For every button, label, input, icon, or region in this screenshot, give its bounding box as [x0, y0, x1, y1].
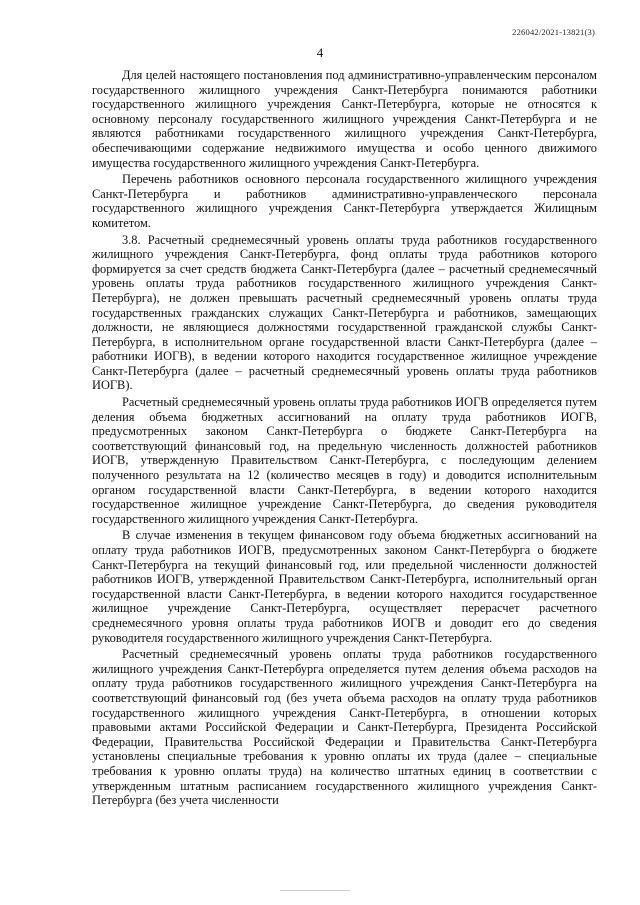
paragraph-administrative-staff-definition: Для целей настоящего постановления под административно-управленческим персоналом государственного жилищного учреждения Санкт-Петербурга понимаются работники государственного жилищного учреждения Санкт-Петербурга, которые не относятся к основному персоналу государственного жилищного учреждения Санкт-Петербурга и не являются работниками государственного жилищного учреждения Санкт-Петербурга, обеспечивающими содержание недвижимого имущества и особо ценного движимого имущества государственного жилищного учреждения Санкт-Петербурга.	[92, 68, 597, 170]
document-registration-number: 226042/2021-13821(3)	[512, 27, 595, 37]
document-body	[92, 68, 597, 810]
paragraph-iogv-salary-calculation: Расчетный среднемесячный уровень оплаты труда работников ИОГВ определяется путем деления объема бюджетных ассигнований на оплату труда работников ИОГВ, предусмотренных законом Санкт-Петербурга о бюджете Санкт-Петербурга на соответствующий финансовый год, на предельную численность должностей работников ИОГВ, утвержденную Правительством Санкт-Петербурга, с последующим делением полученного результата на 12 (количество месяцев в году) и доводится исполнительным органом государственной власти Санкт-Петербурга, в ведении которого находится государственное жилищное учреждение Санкт-Петербурга, до сведения руководителя государственного жилищного учреждения Санкт-Петербурга.	[92, 395, 597, 526]
paragraph-budget-change-recalculation: В случае изменения в текущем финансовом году объема бюджетных ассигнований на оплату труда работников ИОГВ, предусмотренных законом Санкт-Петербурга о бюджете Санкт-Петербурга на текущий финансовый год, или предельной численности должностей работников ИОГВ, утвержденной Правительством Санкт-Петербурга, исполнительный орган государственной власти Санкт-Петербурга, в ведении которого находится государственное жилищное учреждение Санкт-Петербурга, осуществляет перерасчет расчетного среднемесячного уровня оплаты труда работников ИОГВ и доводит его до сведения руководителя государственного жилищного учреждения Санкт-Петербурга.	[92, 528, 597, 645]
paragraph-clause-3-8: 3.8. Расчетный среднемесячный уровень оплаты труда работников государственного жилищного учреждения Санкт-Петербурга, фонд оплаты труда работников которого формируется за счет средств бюджета Санкт-Петербурга (далее – расчетный среднемесячный уровень оплаты труда работников государственного жилищного учреждения Санкт-Петербурга), не должен превышать расчетный среднемесячный уровень оплаты труда государственных гражданских служащих Санкт-Петербурга и работников, замещающих должности, не являющиеся должностями государственной гражданской службы Санкт-Петербурга, в исполнительном органе государственной власти Санкт-Петербурга (далее – работники ИОГВ), в ведении которого находится государственное жилищное учреждение Санкт-Петербурга (далее – расчетный среднемесячный уровень оплаты труда работников ИОГВ).	[92, 232, 597, 393]
paragraph-staff-list-approval: Перечень работников основного персонала государственного жилищного учреждения Санкт-Петербурга и работников административно-управленческого персонала государственного жилищного учреждения Санкт-Петербурга утверждается Жилищным комитетом.	[92, 172, 597, 230]
paragraph-institution-salary-calculation: Расчетный среднемесячный уровень оплаты труда работников государственного жилищного учреждения Санкт-Петербурга определяется путем деления объема расходов на оплату труда работников государственного жилищного учреждения Санкт-Петербурга на соответствующий финансовый год (без учета объема расходов на оплату труда работников государственного жилищного учреждения Санкт-Петербурга, в отношении которых правовыми актами Российской Федерации и Санкт-Петербурга, Президента Российской Федерации, Правительства Российской Федерации и Правительства Санкт-Петербурга установлены специальные требования к уровню оплаты их труда (далее – специальные требования к уровню оплаты труда) на количество штатных единиц в соответствии с утвержденным штатным расписанием государственного жилищного учреждения Санкт-Петербурга (без учета численности	[92, 647, 597, 808]
bottom-divider	[280, 890, 350, 891]
page-number: 4	[316, 45, 324, 60]
